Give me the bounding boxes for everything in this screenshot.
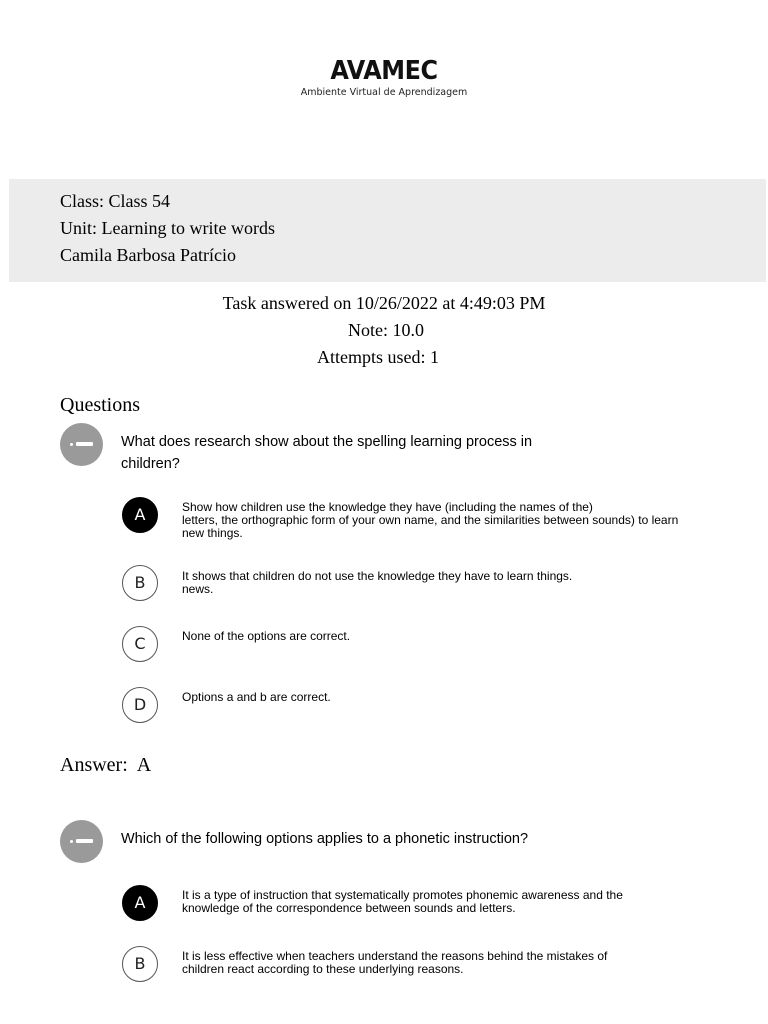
answer-line <box>60 753 160 777</box>
logo-subtitle: Ambiente Virtual de Aprendizagem <box>300 87 468 98</box>
option-a-selected[interactable]: A <box>122 885 158 921</box>
option-c-text: None of the options are correct. <box>182 629 351 643</box>
option-c[interactable]: C <box>122 626 158 662</box>
questions-heading: Questions <box>60 394 140 416</box>
unit-line: Unit: Learning to write words <box>60 218 275 238</box>
option-a-text: It is a type of instruction that systematically promotes phonemic awareness and the knowledge of the correspondence between sounds and letters. <box>182 888 623 915</box>
attempts-used: Attempts used: 1 <box>317 347 439 367</box>
option-a-selected[interactable]: A <box>122 497 158 533</box>
option-b-text: It shows that children do not use the knowledge they have to learn things. news. <box>182 569 573 596</box>
logo-title: AVAMEC <box>330 56 438 86</box>
avamec-logo <box>0 56 768 98</box>
question-collapse-icon[interactable] <box>60 423 103 466</box>
class-line: Class: Class 54 <box>60 191 171 211</box>
question-text: What does research show about the spelling learning process in children? <box>121 434 533 472</box>
task-note: Note: 10.0 <box>348 320 424 340</box>
option-b-text: It is less effective when teachers understand the reasons behind the mistakes of children react according to these underlying reasons. <box>182 949 608 976</box>
question-text: Which of the following options applies to a phonetic instruction? <box>121 831 529 847</box>
option-d[interactable]: D <box>122 687 158 723</box>
option-a-text: Show how children use the knowledge they have (including the names of the) letters, the orthographic form of your own name, and the similarities between sounds) to learn new things. <box>182 500 679 540</box>
option-b[interactable]: B <box>122 946 158 982</box>
option-b[interactable]: B <box>122 565 158 601</box>
task-answered-date: Task answered on 10/26/2022 at 4:49:03 PM <box>222 293 546 313</box>
class-info-box <box>9 179 766 282</box>
student-name: Camila Barbosa Patrício <box>60 245 236 265</box>
answer-value: A <box>136 754 152 776</box>
answer-label: Answer: <box>60 754 128 776</box>
question-collapse-icon[interactable] <box>60 820 103 863</box>
option-d-text: Options a and b are correct. <box>182 690 331 704</box>
